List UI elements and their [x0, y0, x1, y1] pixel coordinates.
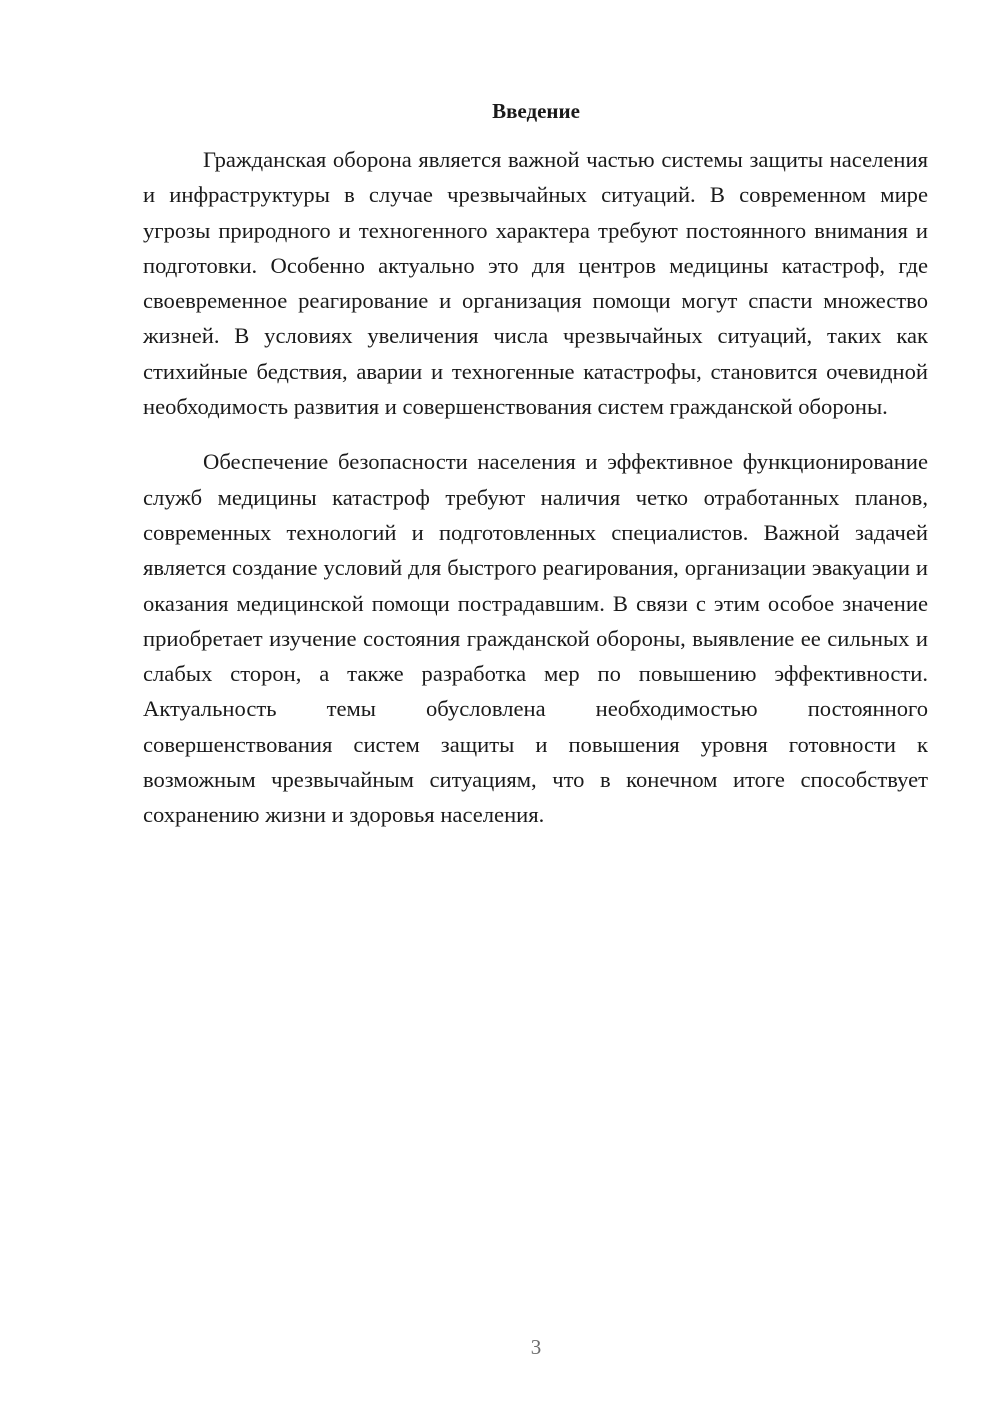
paragraph: Гражданская оборона является важной частью системы защиты населения и инфраструктуры в случае чрезвычайных ситуаций. В современном мире угрозы природного и техногенного характера требуют постоянного внимания и подготовки. Особенно актуально это для центров медицины катастроф, где своевременное реагирование и организация помощи могут спасти множество жизней. В условиях увеличения числа чрезвычайных ситуаций, таких как стихийные бедствия, аварии и техногенные катастрофы, становится очевидной необходимость развития и совершенствования систем гражданской обороны. — [143, 147, 928, 420]
page-number: 3 — [530, 1335, 542, 1359]
section-heading: Введение — [492, 99, 580, 123]
body-text — [143, 142, 928, 833]
paragraph: Обеспечение безопасности населения и эффективное функционирование служб медицины катастроф требуют наличия четко отработанных планов, современных технологий и подготовленных специалистов. Важной задачей является создание условий для быстрого реагирования, организации эвакуации и оказания медицинской помощи пострадавшим. В связи с этим особое значение приобретает изучение состояния гражданской обороны, выявление ее сильных и слабых сторон, а также разработка мер по повышению эффективности. Актуальность темы обусловлена необходимостью постоянного совершенствования систем защиты и повышения уровня готовности к возможным чрезвычайным ситуациям, что в конечном итоге способствует сохранению жизни и здоровья населения. — [143, 449, 928, 828]
